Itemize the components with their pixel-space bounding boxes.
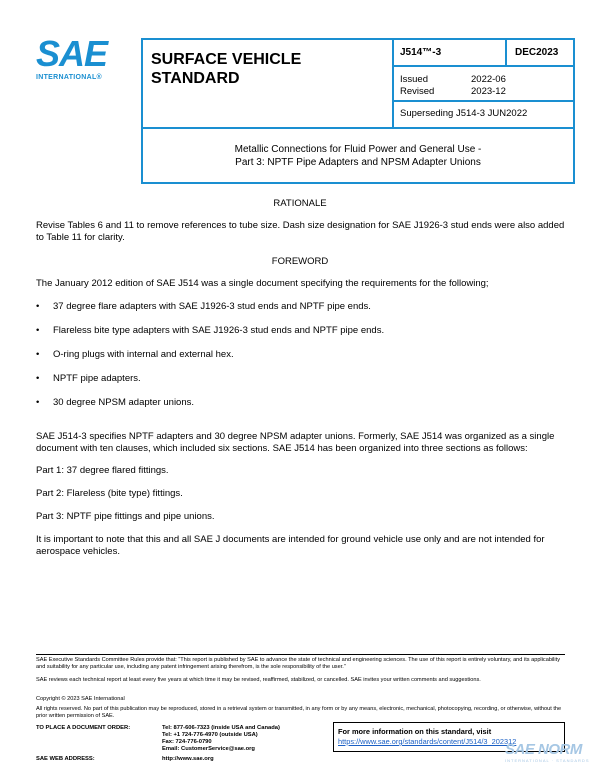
logo-mark: SAE (36, 33, 108, 74)
foreword-intro: The January 2012 edition of SAE J514 was a single document specifying the requirements for the following; (36, 278, 489, 289)
list-item (36, 325, 566, 337)
tel-inside: Tel: 877-606-7323 (inside USA and Canada) (162, 725, 280, 731)
list-item-text: NPTF pipe adapters. (53, 373, 141, 384)
watermark-text: SAE NORM (505, 741, 582, 758)
fax: Fax: 724-776-0790 (162, 739, 212, 745)
bullet-icon: • (36, 325, 40, 336)
list-item-text: 37 degree flare adapters with SAE J1926-3 stud ends and NPTF pipe ends. (53, 301, 371, 312)
subject-line2: Part 3: NPTF Pipe Adapters and NPSM Adapter Unions (235, 157, 481, 168)
rationale-heading: RATIONALE (273, 198, 327, 209)
footer-divider (36, 654, 565, 655)
document-number: J514™-3 (394, 40, 507, 67)
bullet-icon: • (36, 349, 40, 360)
issued-value: 2022-06 (471, 74, 506, 85)
footer-rights: All rights reserved. No part of this publication may be reproduced, stored in a retrieval system or transmitted, in any form or by any means, electronic, mechanical, photocopying, recording, or otherwise, without the prior written permission of SAE. (36, 706, 562, 719)
part3-text: Part 3: NPTF pipe fittings and pipe unions. (36, 511, 215, 522)
list-item-text: Flareless bite type adapters with SAE J1926-3 stud ends and NPTF pipe ends. (53, 325, 385, 336)
list-item (36, 397, 566, 409)
issued-label: Issued (400, 74, 428, 85)
issue-info (394, 67, 573, 102)
more-info-heading: For more information on this standard, visit (338, 727, 492, 736)
list-item (36, 301, 566, 313)
document-subject (143, 127, 573, 182)
foreword-heading: FOREWORD (271, 256, 329, 267)
web-address[interactable]: http://www.sae.org (162, 756, 214, 762)
tel-outside: Tel: +1 724-776-4970 (outside USA) (162, 732, 258, 738)
web-label: SAE WEB ADDRESS: (36, 756, 95, 762)
document-header-box (141, 38, 575, 184)
footer-copyright: Copyright © 2023 SAE International (36, 696, 125, 702)
order-label: TO PLACE A DOCUMENT ORDER: (36, 725, 131, 731)
foreword-paragraph-2: It is important to note that this and all SAE J documents are intended for ground vehicle use only and are not intended for aerospace vehicles. (36, 534, 545, 557)
document-type-line1: SURFACE VEHICLE (151, 51, 302, 68)
revised-value: 2023-12 (471, 86, 506, 97)
footer-rules: SAE Executive Standards Committee Rules provide that: “This report is published by SAE to advance the state of technical and engineering sciences. The use of this report is entirely voluntary, and its applicability and suitability for any particular use, including any patent infringement arising therefrom, is the sole responsibility of the user.” (36, 657, 561, 670)
part1-text: Part 1: 37 degree flared fittings. (36, 465, 169, 476)
watermark (505, 742, 600, 776)
list-item (36, 349, 566, 361)
logo-subtitle: INTERNATIONAL® (36, 74, 103, 81)
subject-line1: Metallic Connections for Fluid Power and General Use - (234, 144, 482, 155)
sae-logo (36, 33, 136, 81)
document-date: DEC2023 (507, 40, 573, 67)
footer-review: SAE reviews each technical report at least every five years at which time it may be revised, reaffirmed, stabilized, or cancelled. SAE invites your written comments and suggestions. (36, 677, 481, 683)
bullet-icon: • (36, 301, 40, 312)
standard-link[interactable]: https://www.sae.org/standards/content/J514/3_202312 (338, 737, 517, 746)
rationale-text: Revise Tables 6 and 11 to remove references to tube size. Dash size designation for SAE J1926-3 stud ends were also added to Table 11 for clarity. (36, 220, 565, 243)
superseding-info: Superseding J514-3 JUN2022 (400, 108, 528, 119)
list-item-text: O-ring plugs with internal and external hex. (53, 349, 234, 360)
email: Email: CustomerService@sae.org (162, 746, 255, 752)
watermark-subtext: INTERNATIONAL · STANDARDS (505, 758, 590, 763)
revised-label: Revised (400, 86, 435, 97)
bullet-icon: • (36, 397, 40, 408)
document-type-line2: STANDARD (151, 70, 240, 87)
foreword-paragraph-1: SAE J514-3 specifies NPTF adapters and 30 degree NPSM adapter unions. Formerly, SAE J514 was organized as a single document with ten clauses, which included six sections. SAE J514 has been organized into three sections as follows: (36, 431, 555, 454)
list-item-text: 30 degree NPSM adapter unions. (53, 397, 195, 408)
bullet-icon: • (36, 373, 40, 384)
document-type-cell (143, 40, 394, 127)
part2-text: Part 2: Flareless (bite type) fittings. (36, 488, 183, 499)
list-item (36, 373, 566, 385)
